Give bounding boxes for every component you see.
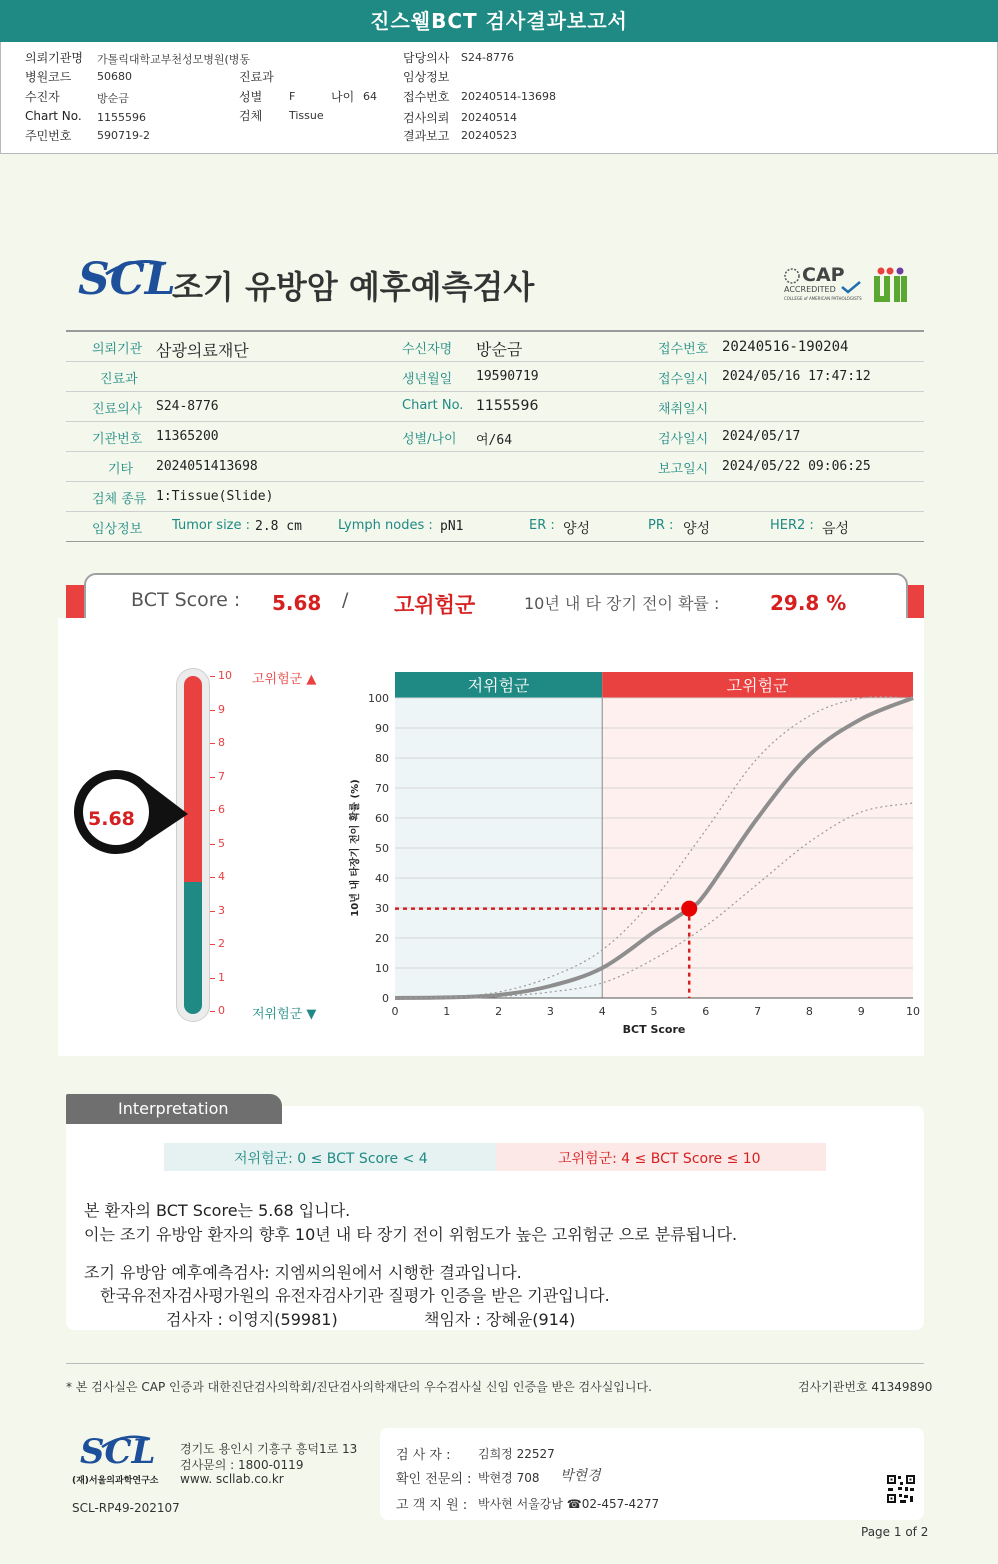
- gauge-tick-label: 5: [218, 836, 225, 850]
- interpretation-line: 본 환자의 BCT Score는 5.68 입니다.: [84, 1201, 351, 1220]
- table-row: [66, 392, 924, 422]
- scl-logo: SCL: [78, 254, 176, 305]
- footer-value: 박현경 708: [478, 1471, 540, 1485]
- header-value: 590719-2: [97, 129, 150, 142]
- cap-sub: ACCREDITED: [784, 285, 836, 294]
- lm-logo-icon: [872, 266, 908, 304]
- table-row: [66, 422, 924, 452]
- chart-region-label: 고위험군: [726, 676, 789, 695]
- table-row: [66, 332, 924, 362]
- gauge-tick-label: 8: [218, 736, 225, 749]
- field-label: 생년월일: [402, 372, 453, 387]
- field-label: 임상정보: [92, 522, 143, 537]
- field-value: 양성: [683, 521, 711, 537]
- gauge-tick-mark: [210, 911, 215, 912]
- pin-value: 5.68: [88, 808, 135, 830]
- header-label: 검체: [239, 109, 263, 123]
- y-axis-label: 10년 내 타장기 전이 확률 (%): [350, 779, 361, 917]
- header-value: 1155596: [97, 111, 146, 124]
- gauge-high-label: 고위험군 ▲: [252, 672, 317, 687]
- gauge-tick-label: 4: [218, 870, 225, 883]
- header-label: 주민번호: [25, 129, 72, 143]
- y-tick-label: 30: [375, 902, 389, 915]
- gauge-tick-label: 10: [218, 669, 232, 682]
- field-label: 진료과: [100, 372, 138, 387]
- x-tick-label: 2: [495, 1005, 503, 1018]
- field-label: 수신자명: [402, 342, 453, 357]
- gauge-tick-label: 9: [218, 702, 225, 716]
- gauge-tick-mark: [210, 810, 215, 811]
- gauge-low-zone: [184, 882, 202, 1014]
- footer-label: 확인 전문의 :: [396, 1472, 472, 1487]
- field-value: 20240516-190204: [722, 339, 849, 355]
- gauge-tick-mark: [210, 1011, 215, 1012]
- gauge-tick-mark: [210, 844, 215, 845]
- field-value: S24-8776: [156, 399, 219, 414]
- y-tick-label: 80: [375, 752, 389, 765]
- field-label: 접수일시: [658, 372, 709, 387]
- field-label: 기타: [108, 462, 134, 477]
- interpretation-line: 이는 조기 유방암 환자의 향후 10년 내 타 장기 전이 위험도가 높은 고위험군 으로 분류됩니다.: [84, 1225, 738, 1244]
- gauge-tick-label: 0: [218, 1004, 225, 1017]
- header-value: S24-8776: [461, 51, 514, 64]
- supervisor-signoff: 책임자 : 장혜윤(914): [424, 1310, 576, 1329]
- field-value: 1:Tissue(Slide): [156, 489, 274, 504]
- header-label: 병원코드: [25, 70, 72, 84]
- field-value: 2024/05/17: [722, 429, 801, 444]
- field-label: 검체 종류: [92, 492, 147, 507]
- chart-region-label: 저위험군: [467, 676, 530, 695]
- header-info-panel: [0, 42, 998, 154]
- field-value: 2.8 cm: [255, 519, 302, 534]
- checkmark-icon: [840, 280, 862, 294]
- footer-signature-box: [380, 1428, 924, 1520]
- field-value: 2024/05/22 09:06:25: [722, 459, 871, 474]
- header-label: 결과보고: [403, 129, 450, 143]
- score-value: 5.68: [272, 591, 322, 615]
- header-label: 검사의뢰: [403, 111, 450, 125]
- gauge-tick-mark: [210, 877, 215, 878]
- y-tick-label: 70: [375, 782, 389, 795]
- y-tick-label: 50: [375, 842, 389, 855]
- gauge-tick-label: 1: [218, 970, 225, 984]
- table-row: [66, 452, 924, 482]
- low-risk-band-text: 저위험군: 0 ≤ BCT Score < 4: [234, 1151, 428, 1167]
- field-label: 기관번호: [92, 432, 143, 447]
- interpretation-line: 조기 유방암 예후예측검사: 지엠씨의원에서 시행한 결과입니다.: [84, 1263, 522, 1282]
- org-website: www. scllab.co.kr: [180, 1472, 284, 1486]
- cap-seal-icon: [784, 268, 800, 284]
- field-label: Chart No.: [402, 398, 464, 413]
- field-value: 2024051413698: [156, 459, 258, 474]
- field-label: PR :: [648, 518, 674, 533]
- y-tick-label: 100: [368, 692, 389, 705]
- footer-value: 박사현 서울강남 ☎02-457-4277: [478, 1497, 660, 1511]
- field-label: Tumor size :: [172, 518, 251, 533]
- field-value: 11365200: [156, 429, 219, 444]
- cap-accreditation-logo: [784, 266, 864, 306]
- x-tick-label: 7: [754, 1005, 762, 1018]
- risk-group: 고위험군: [394, 593, 476, 617]
- scl-logo-swoosh: [104, 258, 166, 278]
- x-tick-label: 0: [391, 1005, 399, 1018]
- field-label: Lymph nodes :: [338, 518, 433, 533]
- field-label: 보고일시: [658, 462, 709, 477]
- header-value: F: [289, 90, 296, 103]
- header-value: 20240514: [461, 111, 517, 124]
- y-tick-label: 90: [375, 722, 389, 735]
- qr-code-icon: [886, 1474, 916, 1504]
- tester-signoff: 검사자 : 이영지(59981): [166, 1310, 338, 1329]
- x-tick-label: 5: [650, 1005, 658, 1018]
- field-value: 1155596: [476, 398, 539, 414]
- gauge-tick-label: 7: [218, 769, 225, 783]
- footer-divider: [66, 1363, 924, 1364]
- gauge-tick-label: 2: [218, 937, 225, 950]
- field-value: 방순금: [476, 340, 523, 359]
- header-value: 20240523: [461, 129, 517, 142]
- footer-scl-logo: SCL: [80, 1432, 156, 1472]
- org-address: 경기도 용인시 기흥구 흥덕1로 13: [180, 1442, 358, 1456]
- x-tick-label: 4: [598, 1005, 606, 1018]
- field-label: 성별/나이: [402, 432, 457, 447]
- cap-small: COLLEGE of AMERICAN PATHOLOGISTS: [784, 296, 862, 301]
- header-label: 의뢰기관명: [25, 51, 83, 65]
- header-value: Tissue: [289, 109, 324, 122]
- x-tick-label: 10: [906, 1005, 920, 1018]
- y-tick-label: 40: [375, 872, 389, 885]
- y-tick-label: 10: [375, 962, 389, 975]
- header-label: 진료과: [239, 70, 274, 84]
- field-label: 의뢰기관: [92, 342, 143, 357]
- cap-text: CAP: [802, 264, 845, 286]
- gauge-tick-mark: [210, 743, 215, 744]
- field-value: 2024/05/16 17:47:12: [722, 369, 871, 384]
- table-row: [66, 482, 924, 512]
- field-value: 여/64: [476, 433, 513, 448]
- x-axis-label: BCT Score: [622, 1023, 686, 1036]
- high-risk-band-text: 고위험군: 4 ≤ BCT Score ≤ 10: [558, 1151, 761, 1167]
- x-tick-label: 9: [857, 1005, 865, 1018]
- header-label: 수진자: [25, 90, 60, 104]
- signature: 박현경: [560, 1468, 601, 1484]
- report-title: 조기 유방암 예후예측검사: [172, 268, 535, 306]
- report-header-title: 진스웰BCT 검사결과보고서: [0, 0, 998, 42]
- field-label: 검사일시: [658, 432, 709, 447]
- probability-label: 10년 내 타 장기 전이 확률 :: [524, 594, 720, 613]
- org-phone: 검사문의 : 1800-0119: [180, 1458, 304, 1472]
- patient-score-point: [681, 901, 697, 917]
- field-label: 접수번호: [658, 342, 709, 357]
- org-name: (재)서울의과학연구소: [72, 1476, 159, 1486]
- low-risk-band: [164, 1143, 496, 1171]
- field-label: 채취일시: [658, 402, 709, 417]
- x-tick-label: 8: [805, 1005, 813, 1018]
- field-label: ER :: [529, 518, 555, 533]
- footer-value: 김희정 22527: [478, 1447, 555, 1461]
- gauge-low-label: 저위험군 ▼: [252, 1007, 317, 1022]
- footer-logo-swoosh: [100, 1434, 152, 1450]
- field-value: 19590719: [476, 369, 539, 384]
- gauge-tick-mark: [210, 676, 215, 677]
- score-separator: /: [342, 589, 349, 611]
- footer-label: 고 객 지 원 :: [396, 1498, 468, 1513]
- gauge-tick-mark: [210, 777, 215, 778]
- header-value: 방순금: [97, 92, 129, 105]
- header-value: 50680: [97, 70, 132, 83]
- gauge-tick-mark: [210, 944, 215, 945]
- header-label: 성별: [239, 90, 263, 104]
- table-row: [66, 362, 924, 392]
- field-value: 삼광의료재단: [156, 341, 249, 360]
- gauge-tick-labels: [210, 668, 240, 1022]
- header-label: 임상정보: [403, 70, 450, 84]
- header-value: 20240514-13698: [461, 90, 556, 103]
- field-value: pN1: [440, 519, 464, 534]
- x-tick-label: 6: [702, 1005, 710, 1018]
- y-tick-label: 20: [375, 932, 389, 945]
- table-row: [66, 512, 924, 542]
- field-label: HER2 :: [770, 518, 814, 533]
- header-value: 64: [363, 90, 377, 103]
- header-label: 접수번호: [403, 90, 450, 104]
- field-label: 진료의사: [92, 402, 143, 417]
- header-label: 나이: [331, 90, 355, 104]
- footer-note: * 본 검사실은 CAP 인증과 대한진단검사의학회/진단검사의학재단의 우수검사실 신임 인증을 받은 검사실입니다.: [66, 1380, 652, 1394]
- gauge-tick-label: 3: [218, 903, 225, 917]
- y-tick-label: 60: [375, 812, 389, 825]
- field-value: 음성: [822, 521, 850, 537]
- field-value: 양성: [563, 521, 591, 537]
- header-value: 가톨릭대학교부천성모병원(병동: [97, 53, 251, 66]
- x-tick-label: 3: [546, 1005, 554, 1018]
- form-code: SCL-RP49-202107: [72, 1501, 180, 1515]
- header-label: Chart No.: [25, 109, 82, 123]
- x-tick-label: 1: [443, 1005, 451, 1018]
- gauge-tick-mark: [210, 710, 215, 711]
- risk-chart: [340, 664, 926, 1046]
- score-label: BCT Score :: [131, 589, 241, 611]
- interpretation-line: 한국유전자검사평가원의 유전자검사기관 질평가 인증을 받은 기관입니다.: [100, 1286, 610, 1305]
- gauge-tick-mark: [210, 978, 215, 979]
- probability-value: 29.8 %: [770, 591, 847, 615]
- high-risk-band: [496, 1143, 826, 1171]
- footer-label: 검 사 자 :: [396, 1448, 451, 1463]
- page-number: Page 1 of 2: [861, 1525, 929, 1539]
- y-tick-label: 0: [382, 992, 389, 1005]
- gauge-tick-label: 6: [218, 803, 225, 816]
- header-label: 담당의사: [403, 51, 450, 65]
- lab-number: 검사기관번호 41349890: [798, 1380, 933, 1394]
- interpretation-tab: Interpretation: [66, 1094, 282, 1124]
